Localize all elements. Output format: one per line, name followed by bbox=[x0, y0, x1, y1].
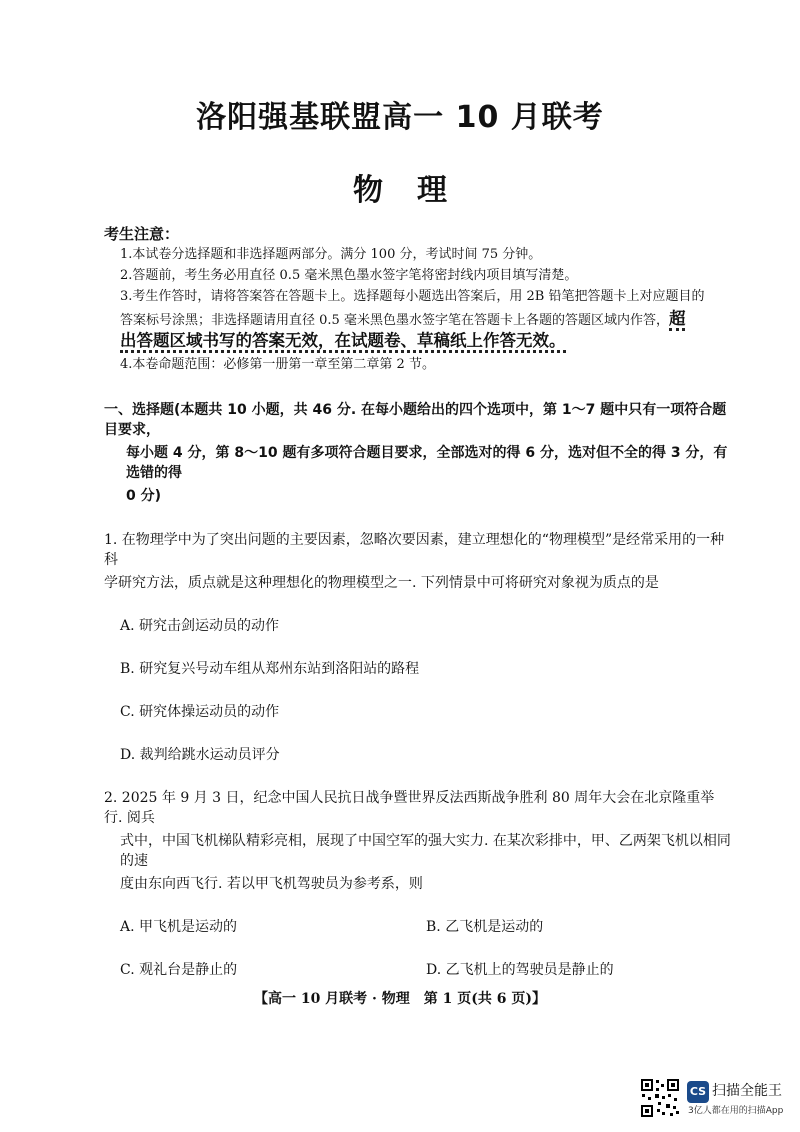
q2-option-a: A. 甲飞机是运动的 bbox=[120, 919, 238, 935]
notice-emphasis-start: 超 bbox=[669, 309, 686, 331]
q1-option-d: D. 裁判给跳水运动员评分 bbox=[120, 747, 280, 763]
q2-option-d: D. 乙飞机上的驾驶员是静止的 bbox=[426, 962, 614, 978]
q2-stem-line-2: 式中，中国飞机梯队精彩亮相，展现了中国空军的强大实力. 在某次彩排中，甲、乙两架飞机以相同的速 bbox=[120, 833, 731, 869]
q1-stem-line-2: 学研究方法，质点就是这种理想化的物理模型之一. 下列情景中可将研究对象视为质点的是 bbox=[104, 575, 659, 591]
camscanner-app-name: 扫描全能王 bbox=[712, 1083, 782, 1099]
notice-item-2: 2.答题前，考生务必用直径 0.5 毫米黑色墨水签字笔将密封线内项目填写清楚。 bbox=[120, 268, 578, 283]
q2-option-b: B. 乙飞机是运动的 bbox=[426, 919, 544, 935]
exam-title: 洛阳强基联盟高一 10 月联考 bbox=[196, 100, 604, 135]
qr-code-icon bbox=[640, 1078, 680, 1118]
q1-option-b: B. 研究复兴号动车组从郑州东站到洛阳站的路程 bbox=[120, 661, 420, 677]
notice-item-4: 4.本卷命题范围：必修第一册第一章至第二章第 2 节。 bbox=[120, 357, 435, 372]
q1-stem-line-1: 1. 在物理学中为了突出问题的主要因素，忽略次要因素，建立理想化的“物理模型”是经常采用的一种科 bbox=[104, 532, 725, 568]
q1-option-a: A. 研究击剑运动员的动作 bbox=[120, 618, 280, 634]
q2-stem-line-3: 度由东向西飞行. 若以甲飞机驾驶员为参考系，则 bbox=[120, 876, 423, 892]
section-heading-line-2: 每小题 4 分，第 8～10 题有多项符合题目要求，全部选对的得 6 分，选对但不全的得 3 分，有选错的得 bbox=[126, 445, 728, 481]
q2-option-c: C. 观礼台是静止的 bbox=[120, 962, 238, 978]
subject-title: 物理 bbox=[353, 173, 481, 208]
camscanner-tagline: 3亿人都在用的扫描App bbox=[688, 1106, 784, 1116]
notice-item-3: 3.考生作答时，请将答案答在答题卡上。选择题每小题选出答案后，用 2B 铅笔把答题卡上对应题目的 bbox=[120, 289, 705, 304]
section-heading-line-1: 一、选择题(本题共 10 小题，共 46 分. 在每小题给出的四个选项中，第 1～7 题中只有一项符合题目要求， bbox=[104, 402, 727, 438]
camscanner-logo-icon: CS bbox=[687, 1081, 709, 1103]
notice-emphasis-line bbox=[120, 330, 732, 353]
notice-item-3-cont-text: 答案标号涂黑；非选择题请用直径 0.5 毫米黑色墨水签字笔在答题卡上各题的答题区域内作答， bbox=[120, 313, 669, 328]
notice-emphasis-text: 出答题区域书写的答案无效，在试题卷、草稿纸上作答无效。 bbox=[120, 331, 566, 353]
page-footer: 【高一 10 月联考 · 物理 第 1 页(共 6 页)】 bbox=[253, 991, 547, 1007]
q2-stem-line-1: 2. 2025 年 9 月 3 日，纪念中国人民抗日战争暨世界反法西斯战争胜利 80 周年大会在北京隆重举行. 阅兵 bbox=[104, 790, 715, 826]
notice-item-3-cont bbox=[120, 308, 720, 331]
notice-item-1: 1.本试卷分选择题和非选择题两部分。满分 100 分，考试时间 75 分钟。 bbox=[120, 247, 542, 262]
notice-heading: 考生注意： bbox=[104, 225, 180, 243]
section-heading-line-3: 0 分) bbox=[126, 488, 162, 504]
q1-option-c: C. 研究体操运动员的动作 bbox=[120, 704, 280, 720]
